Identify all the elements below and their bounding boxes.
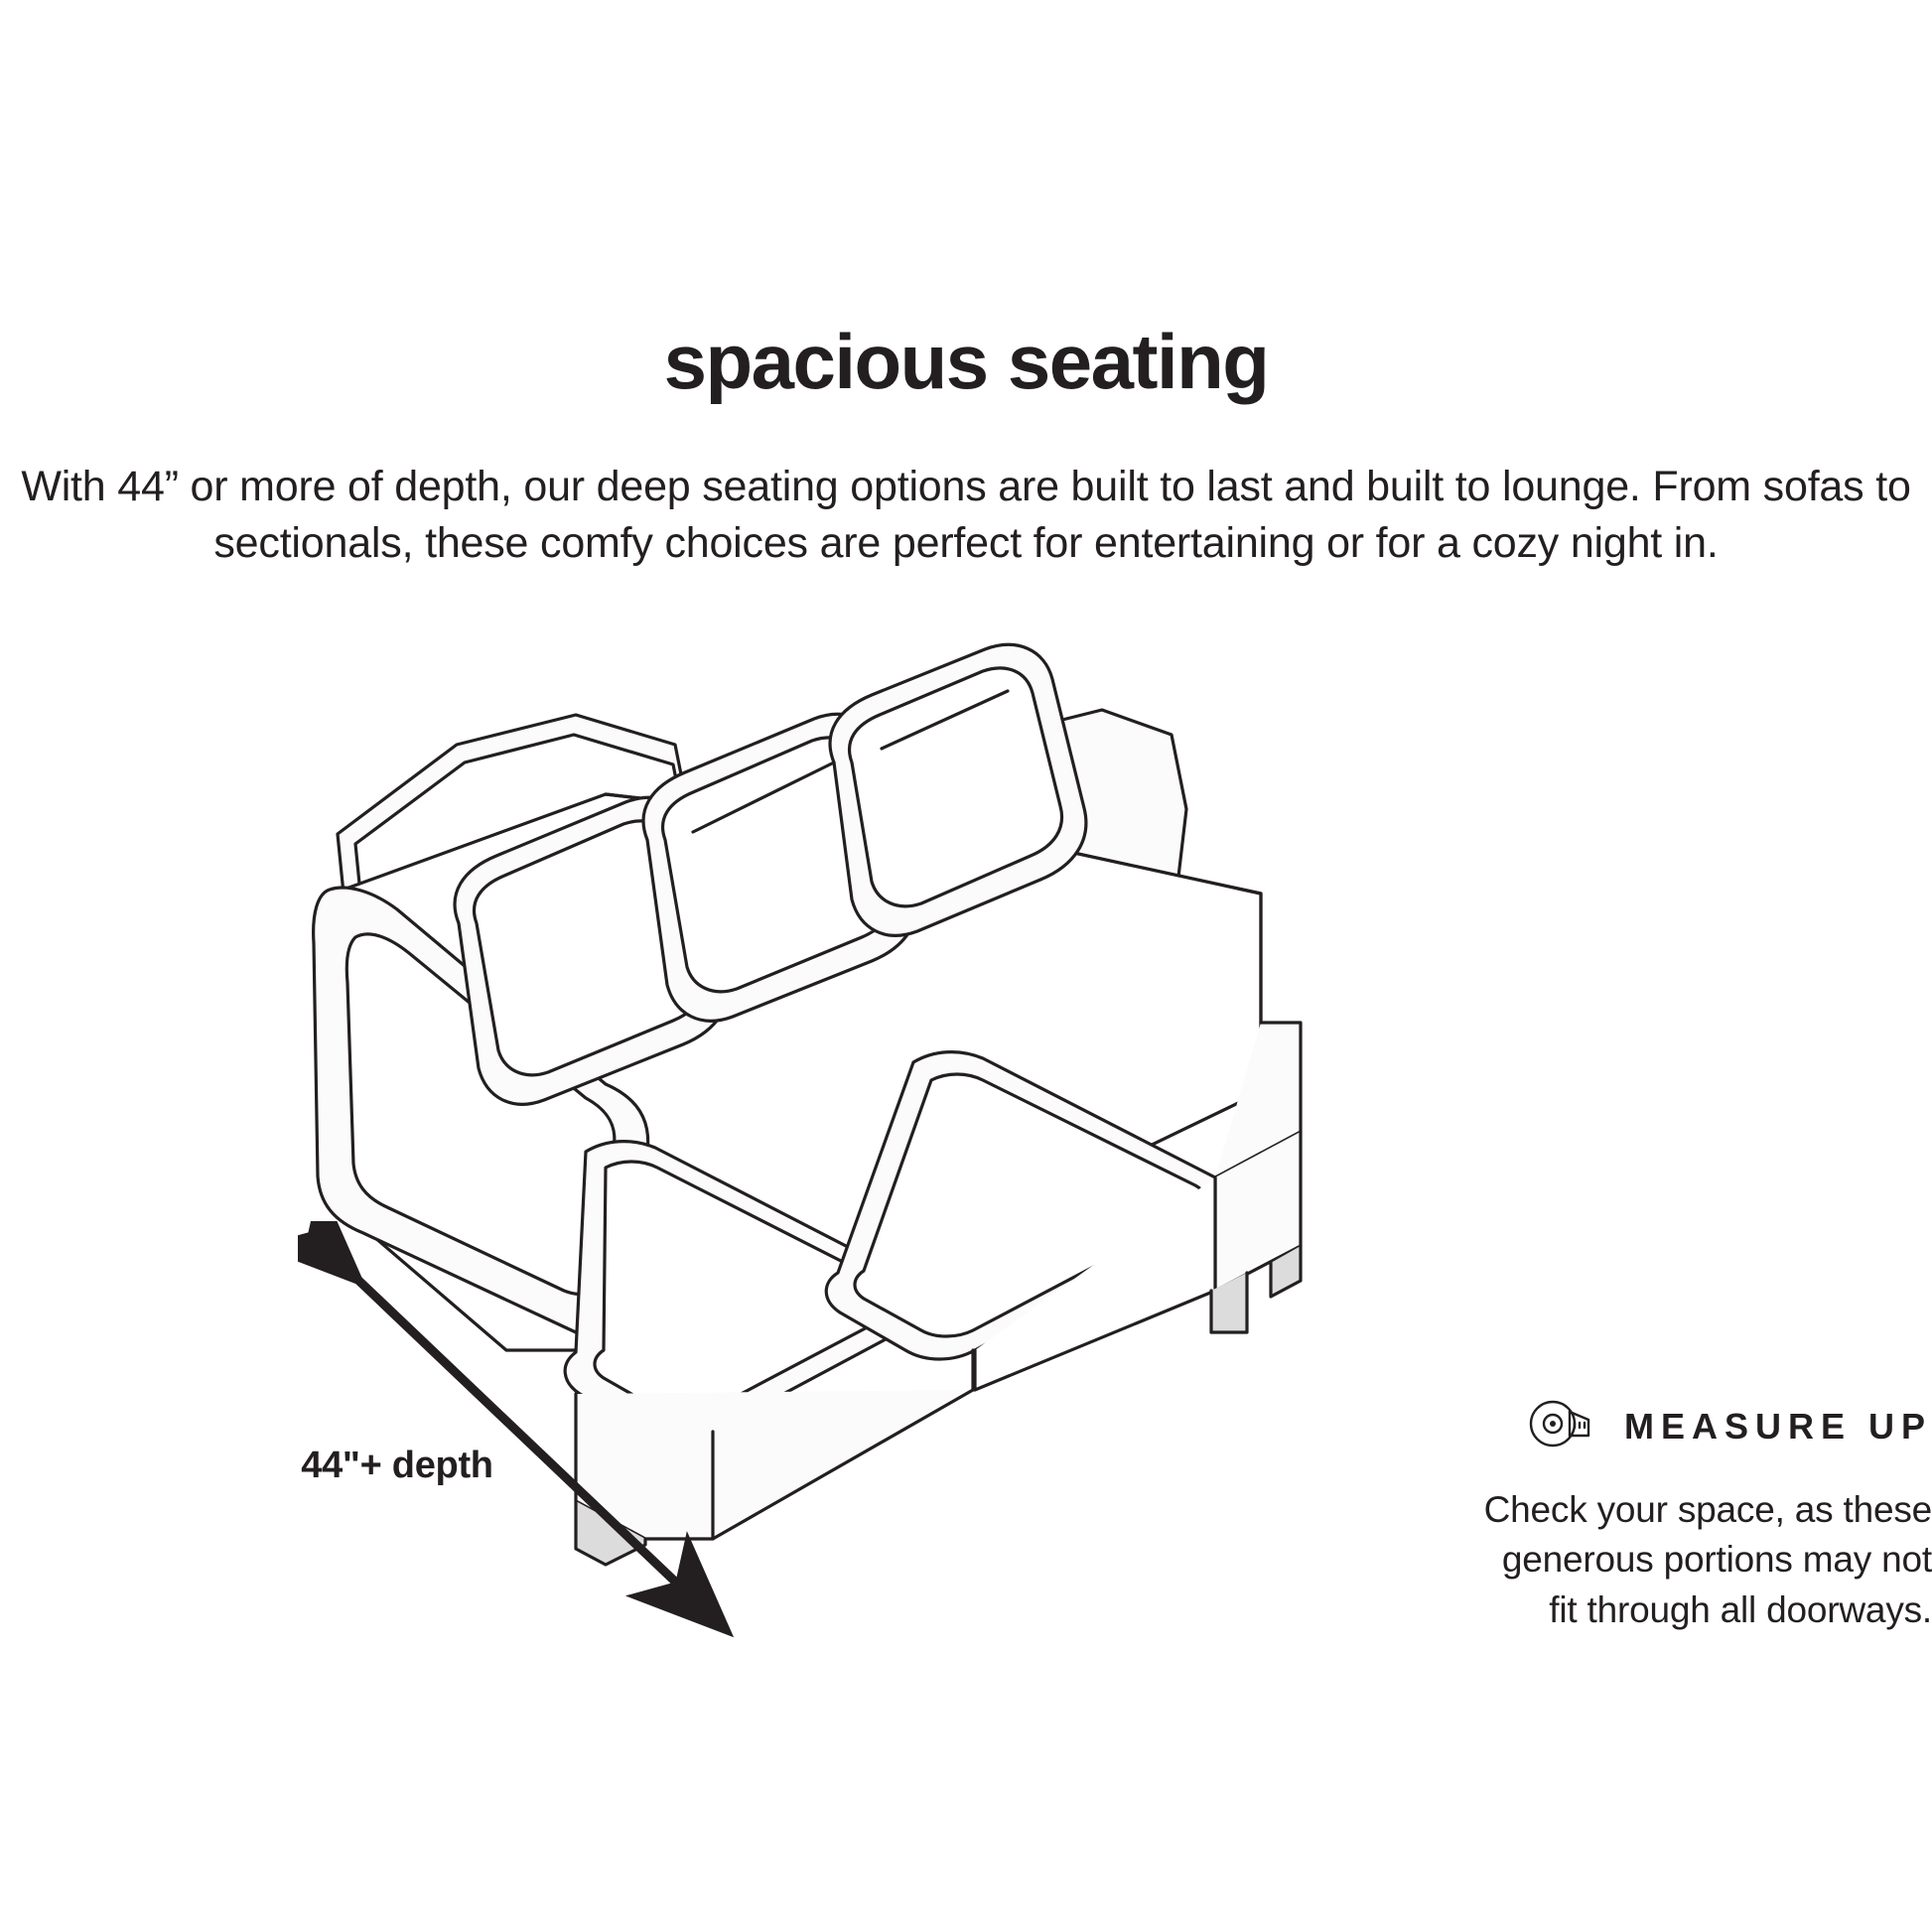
measure-up-title: MEASURE UP (1623, 1406, 1932, 1447)
tape-measure-icon (1525, 1390, 1598, 1463)
measure-up-block (1469, 1390, 1932, 1635)
page-title: spacious seating (663, 318, 1269, 405)
depth-arrow-icon (298, 1221, 745, 1638)
measure-up-body: Check your space, as these generous portions may not fit through all doorways. (1483, 1489, 1932, 1630)
depth-dimension-label: 44"+ depth (301, 1445, 493, 1486)
page-subtitle: With 44” or more of depth, our deep seating options are built to last and built to lounge. From sofas to sectionals, these comfy choices are perfect for entertaining or for a cozy night in. (21, 463, 1911, 567)
